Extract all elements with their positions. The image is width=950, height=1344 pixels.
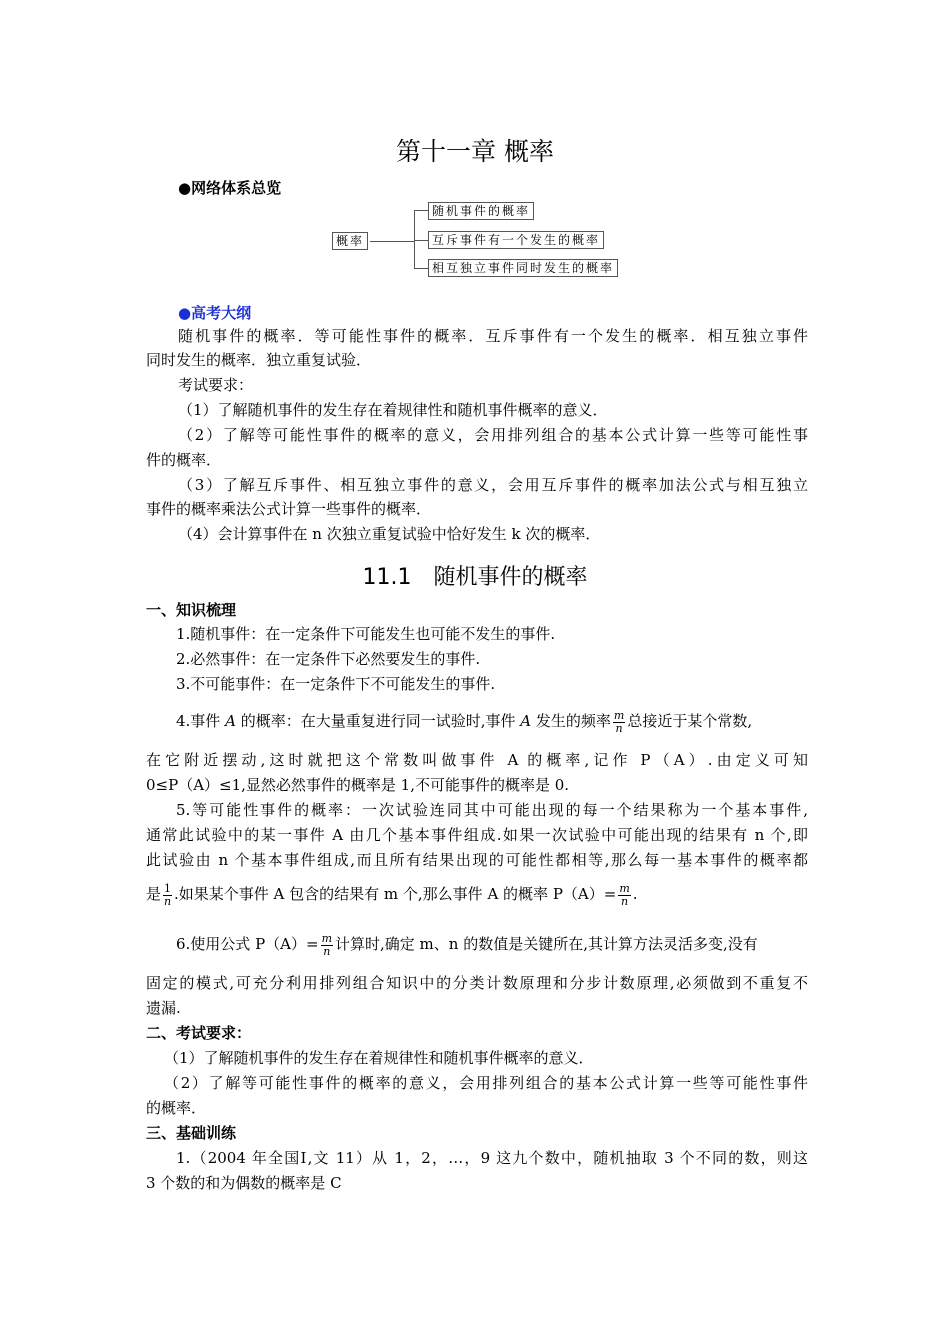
s1-item4-line1 — [176, 706, 808, 736]
network-heading: ●网络体系总览 — [178, 179, 282, 197]
diagram-branch-1: 随机事件的概率 — [428, 202, 534, 220]
fraction-1-over-n — [163, 883, 172, 908]
s1-item5-line2: 通常此试验中的某一事件 A 由几个基本事件组成.如果一次试验中可能出现的结果有 n 个,即 — [146, 826, 808, 844]
fraction-m-over-n — [618, 883, 630, 908]
diagram-branch-2: 互斥事件有一个发生的概率 — [428, 231, 604, 249]
s3-heading: 三、基础训练 — [146, 1124, 237, 1142]
connector-h-2 — [414, 240, 428, 241]
connector-v — [414, 210, 415, 268]
frac-numerator: m — [613, 708, 625, 722]
item6-text-b: 计算时,确定 m、n 的数值是关键所在,其计算方法灵活多变,没有 — [335, 935, 758, 953]
s2-heading: 二、考试要求： — [146, 1024, 252, 1042]
item4-text-a: 4.事件 — [176, 712, 226, 730]
item4-text-c: 发生的频率 — [531, 712, 611, 730]
item4-text-b: 的概率：在大量重复进行同一试验时,事件 — [235, 712, 521, 730]
diagram-root: 概率 — [332, 232, 368, 250]
frac-denominator: n — [621, 894, 629, 908]
s1-item5-line1: 5.等可能性事件的概率：一次试验连同其中可能出现的每一个结果称为一个基本事件, — [176, 801, 808, 819]
outline-para1-line1: 随机事件的概率．等可能性事件的概率．互斥事件有一个发生的概率．相互独立事件 — [178, 327, 808, 345]
s1-item6-line2: 固定的模式,可充分利用排列组合知识中的分类计数原理和分步计数原理,必须做到不重复不 — [146, 974, 808, 992]
var-A: A — [225, 712, 236, 730]
s1-item5-line3: 此试验由 n 个基本事件组成,而且所有结果出现的可能性都相等,那么每一基本事件的概率都 — [146, 851, 808, 869]
s1-heading: 一、知识梳理 — [146, 601, 237, 619]
frac-numerator: m — [619, 881, 630, 895]
frac-numerator: m — [321, 931, 333, 945]
s2-req2-line2: 的概率． — [146, 1099, 207, 1117]
connector-h-3 — [414, 268, 428, 269]
item6-text-a: 6.使用公式 P（A）= — [176, 935, 319, 953]
s1-item1: 1.随机事件：在一定条件下可能发生也可能不发生的事件. — [176, 625, 556, 643]
s1-item3: 3.不可能事件：在一定条件下不可能发生的事件. — [176, 675, 496, 693]
frac-denominator: n — [323, 944, 331, 958]
frac-denominator: n — [615, 721, 623, 735]
connector-h-root — [370, 241, 414, 242]
fraction-m-over-n — [613, 710, 625, 735]
s1-item5-line4 — [146, 878, 808, 910]
period: . — [632, 885, 638, 903]
s3-q1-line1: 1.（2004 年全国Ⅰ,文 11）从 1，2，…，9 这九个数中，随机抽取 3 个不同的数，则这 — [176, 1149, 808, 1167]
section-title: 11.1 随机事件的概率 — [362, 565, 588, 590]
s3-q1-line2: 3 个数的和为偶数的概率是 C — [146, 1174, 342, 1192]
connector-h-1 — [414, 210, 428, 211]
s1-item6-line3: 遗漏. — [146, 999, 181, 1017]
outline-req3-line2: 事件的概率乘法公式计算一些事件的概率． — [146, 500, 432, 518]
outline-req1: （1）了解随机事件的发生存在着规律性和随机事件概率的意义． — [178, 401, 608, 419]
outline-para1-line2: 同时发生的概率．独立重复试验． — [146, 351, 372, 369]
frac-denominator: n — [163, 894, 172, 908]
s1-item2: 2.必然事件：在一定条件下必然要发生的事件. — [176, 650, 481, 668]
outline-req2-line1: （2）了解等可能性事件的概率的意义，会用排列组合的基本公式计算一些等可能性事 — [178, 426, 808, 444]
outline-req4: （4）会计算事件在 n 次独立重复试验中恰好发生 k 次的概率． — [178, 525, 601, 543]
s1-item6-line1 — [176, 928, 808, 960]
outline-req-label: 考试要求： — [178, 376, 254, 394]
var-A: A — [520, 712, 532, 730]
outline-heading: ●高考大纲 — [178, 304, 252, 322]
item4-text-d: 总接近于某个常数, — [627, 712, 753, 730]
fraction-m-over-n — [321, 933, 333, 958]
s2-req2-line1: （2）了解等可能性事件的概率的意义，会用排列组合的基本公式计算一些等可能性事件 — [164, 1074, 808, 1092]
outline-req3-line1: （3）了解互斥事件、相互独立事件的意义，会用互斥事件的概率加法公式与相互独立 — [178, 476, 808, 494]
item5-text-b: .如果某个事件 A 包含的结果有 m 个,那么事件 A 的概率 P（A）= — [174, 885, 617, 903]
s1-item4-line3: 0≤P（A）≤1,显然必然事件的概率是 1,不可能事件的概率是 0. — [146, 776, 570, 794]
s2-req1: （1）了解随机事件的发生存在着规律性和随机事件概率的意义． — [164, 1049, 594, 1067]
item5-text-a: 是 — [146, 885, 162, 903]
outline-req2-line2: 件的概率． — [146, 451, 222, 469]
s1-item4-line2: 在它附近摆动,这时就把这个常数叫做事件 A 的概率,记作 P（A）.由定义可知 — [146, 751, 808, 769]
chapter-title: 第十一章 概率 — [396, 137, 554, 166]
frac-numerator: 1 — [164, 881, 172, 895]
diagram-branch-3: 相互独立事件同时发生的概率 — [428, 259, 618, 277]
